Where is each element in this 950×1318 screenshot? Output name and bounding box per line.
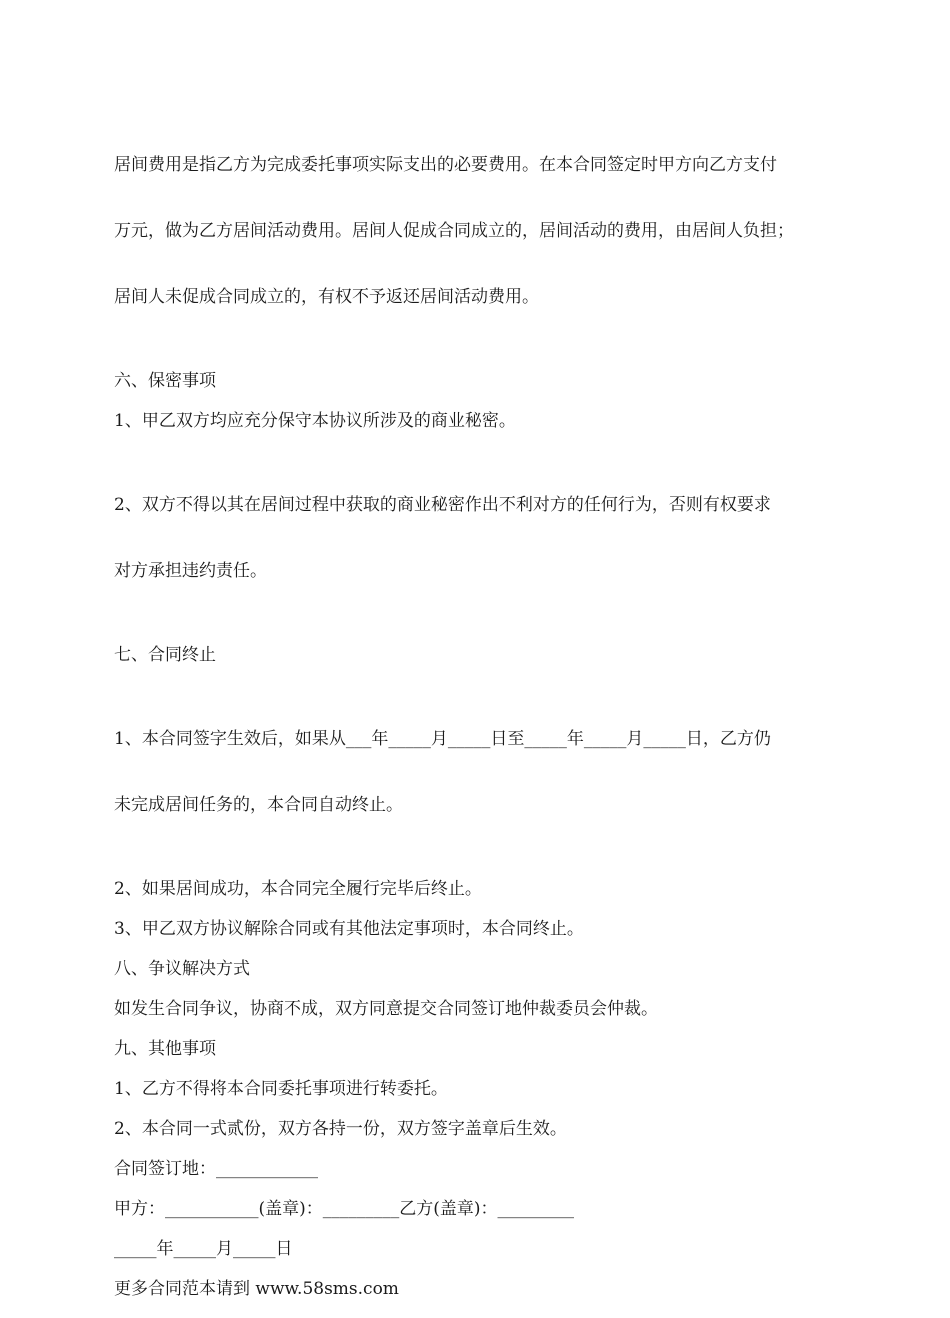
section-9-clause-2: 2、本合同一式贰份，双方各持一份，双方签字盖章后生效。 [114,1119,567,1139]
section-7-clause-1-line-1: 1、本合同签字生效后，如果从___年_____月_____日至_____年_____月_____日，乙方仍 [114,729,771,749]
intro-line-2: 万元，做为乙方居间活动费用。居间人促成合同成立的，居间活动的费用，由居间人负担； [114,221,794,241]
signature-date: _____年_____月_____日 [114,1239,293,1259]
section-7-clause-2: 2、如果居间成功，本合同完全履行完毕后终止。 [114,879,482,899]
section-6-clause-2 [114,450,844,626]
section-7-clause-3: 3、甲乙双方协议解除合同或有其他法定事项时，本合同终止。 [114,919,584,939]
footer-link-text: 更多合同范本请到 www.58sms.com [114,1279,399,1299]
document-body [114,110,844,1318]
intro-line-3: 居间人未促成合同成立的，有权不予返还居间活动费用。 [114,287,539,307]
intro-paragraph [114,110,844,352]
signature-place: 合同签订地：____________ [114,1159,318,1179]
section-8-clause-1: 如发生合同争议，协商不成，双方同意提交合同签订地仲裁委员会仲裁。 [114,999,658,1019]
section-7-clause-1-line-2: 未完成居间任务的，本合同自动终止。 [114,795,403,815]
signature-parties: 甲方：___________(盖章)：_________乙方(盖章)：_________ [114,1199,575,1219]
section-6-heading: 六、保密事项 [114,371,216,391]
section-7-heading: 七、合同终止 [114,645,216,665]
section-8-heading: 八、争议解决方式 [114,959,250,979]
intro-line-1: 居间费用是指乙方为完成委托事项实际支出的必要费用。在本合同签定时甲方向乙方支付 [114,155,777,175]
section-6-clause-2-line-1: 2、双方不得以其在居间过程中获取的商业秘密作出不利对方的任何行为，否则有权要求 [114,495,771,515]
section-6-clause-2-line-2: 对方承担违约责任。 [114,561,267,581]
section-9-heading: 九、其他事项 [114,1039,216,1059]
section-6-clause-1: 1、甲乙双方均应充分保守本协议所涉及的商业秘密。 [114,411,516,431]
section-9-clause-1: 1、乙方不得将本合同委托事项进行转委托。 [114,1079,448,1099]
section-7-clause-1 [114,684,844,860]
